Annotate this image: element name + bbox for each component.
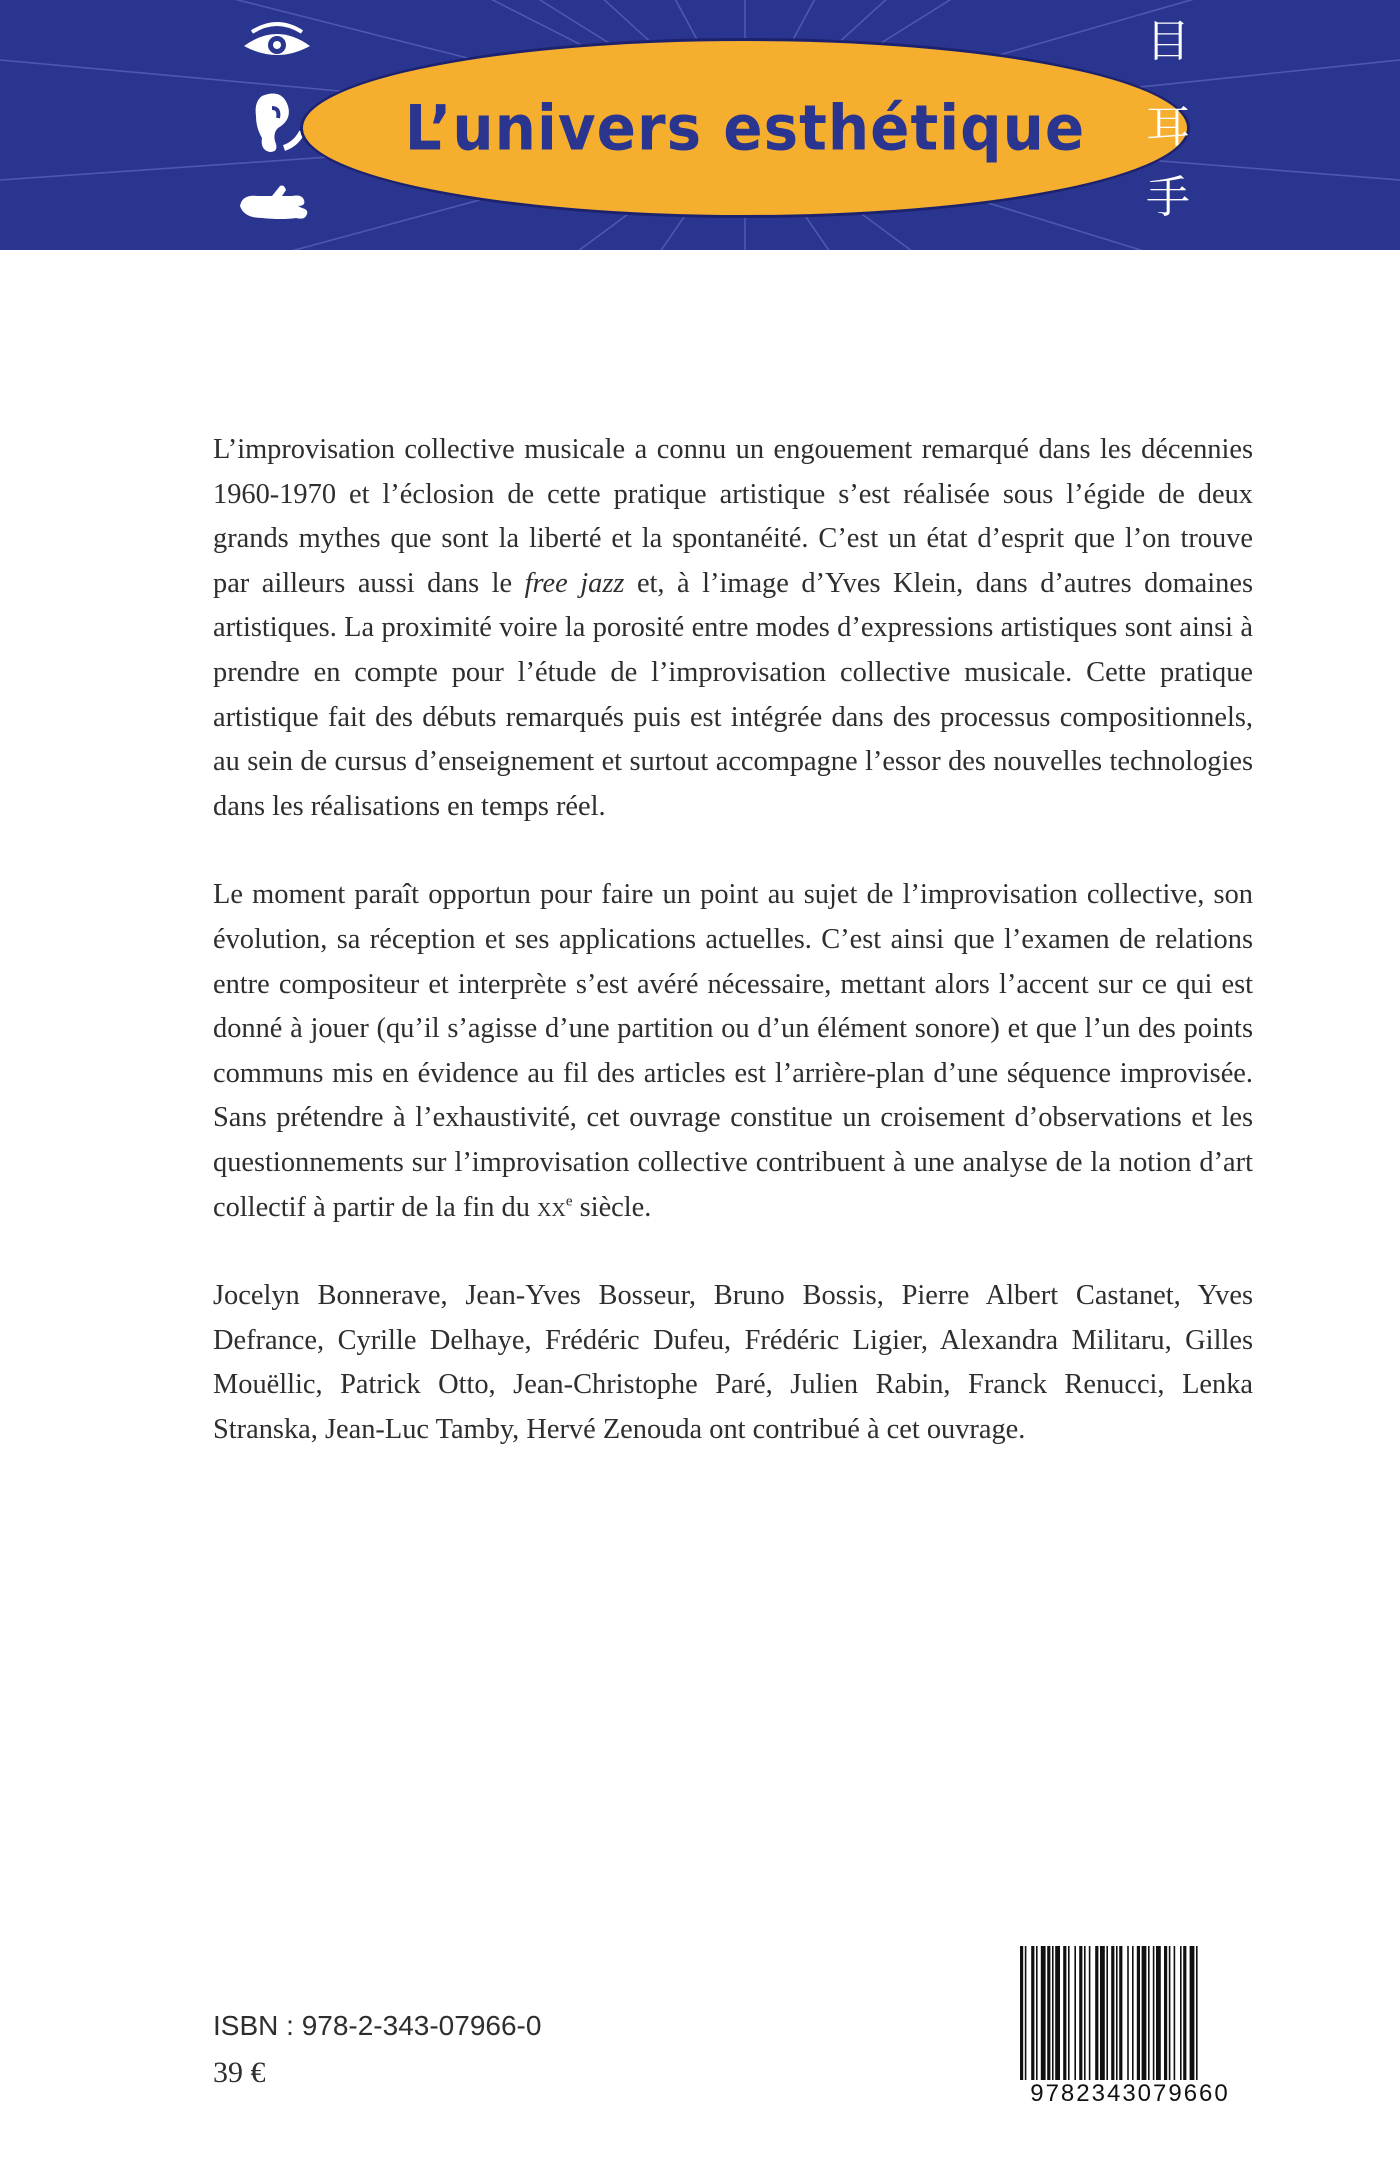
contributors-paragraph: Jocelyn Bonnerave, Jean-Yves Bosseur, Bruno Bossis, Pierre Albert Castanet, Yves Defrance, Cyrille Delhaye, Frédéric Dufeu, Frédéric Ligier, Alexandra Militaru, Gilles Mouëllic, Patrick Otto, Jean-Christophe Paré, Julien Rabin, Franck Renucci, Lenka Stranska, Jean-Luc Tamby, Hervé Zenouda ont contribué à cet ouvrage. [213, 1280, 1253, 1445]
hand-icon [232, 172, 322, 232]
century-suffix: e [565, 1193, 573, 1210]
paragraph-2-ending: siècle. [572, 1191, 652, 1223]
series-title: L’univers esthétique [404, 91, 1086, 165]
description-paragraph-1 [213, 428, 1253, 829]
ear-character: 耳 [1146, 102, 1190, 153]
back-cover-description [213, 428, 1253, 1496]
series-title-oval [300, 38, 1190, 218]
eye-icon [232, 14, 322, 74]
price: 39 € [213, 2056, 266, 2089]
paragraph-1-text-end: et, à l’image d’Yves Klein, dans d’autres domaines artistiques. La proximité voire la porosité entre modes d’expressions artistiques sont ainsi à prendre en compte pour l’étude de l’improvisation collective musicale. Cette pratique artistique fait des débuts remarqués puis est intégrée dans des processus compositionnels, au sein de cursus d’enseignement et surtout accompagne l’essor des nouvelles technologies dans les réalisations en temps réel. [213, 567, 1253, 822]
century-numeral: xx [536, 1191, 566, 1223]
barcode-digits: 9782343079660 [1010, 2080, 1250, 2108]
paragraph-2-text: Le moment paraît opportun pour faire un point au sujet de l’improvisation collective, son évolution, sa réception et ses applications actuelles. C’est ainsi que l’examen de relations entre compositeur et interprète s’est avéré nécessaire, mettant alors l’accent sur ce qui est donné à jouer (qu’il s’agisse d’une partition ou d’un élément sonore) et que l’un des points communs mis en évidence au fil des articles est l’arrière-plan d’une séquence improvisée. Sans prétendre à l’exhaustivité, cet ouvrage constitue un croisement d’observations et les questionnements sur l’improvisation collective contribuent à une analyse de la notion d’art collectif à partir de la fin du [213, 879, 1253, 1223]
eye-character: 目 [1146, 16, 1190, 67]
free-jazz-italic: free jazz [524, 567, 625, 599]
hand-character: 手 [1146, 172, 1190, 223]
description-paragraph-2 [213, 873, 1253, 1230]
paragraph-1-text-start: L’improvisation collective musicale a connu un engouement remarqué dans les décennies 1960-1970 et l’éclosion de cette pratique artistique s’est réalisée sous l’égide de deux grands mythes que sont la liberté et la spontanéité. C’est un état d’esprit que l’on trouve par ailleurs aussi dans le [213, 434, 1253, 599]
barcode-icon [1016, 1946, 1246, 2096]
series-banner [0, 0, 1400, 250]
isbn: ISBN : 978-2-343-07966-0 [213, 2010, 542, 2041]
